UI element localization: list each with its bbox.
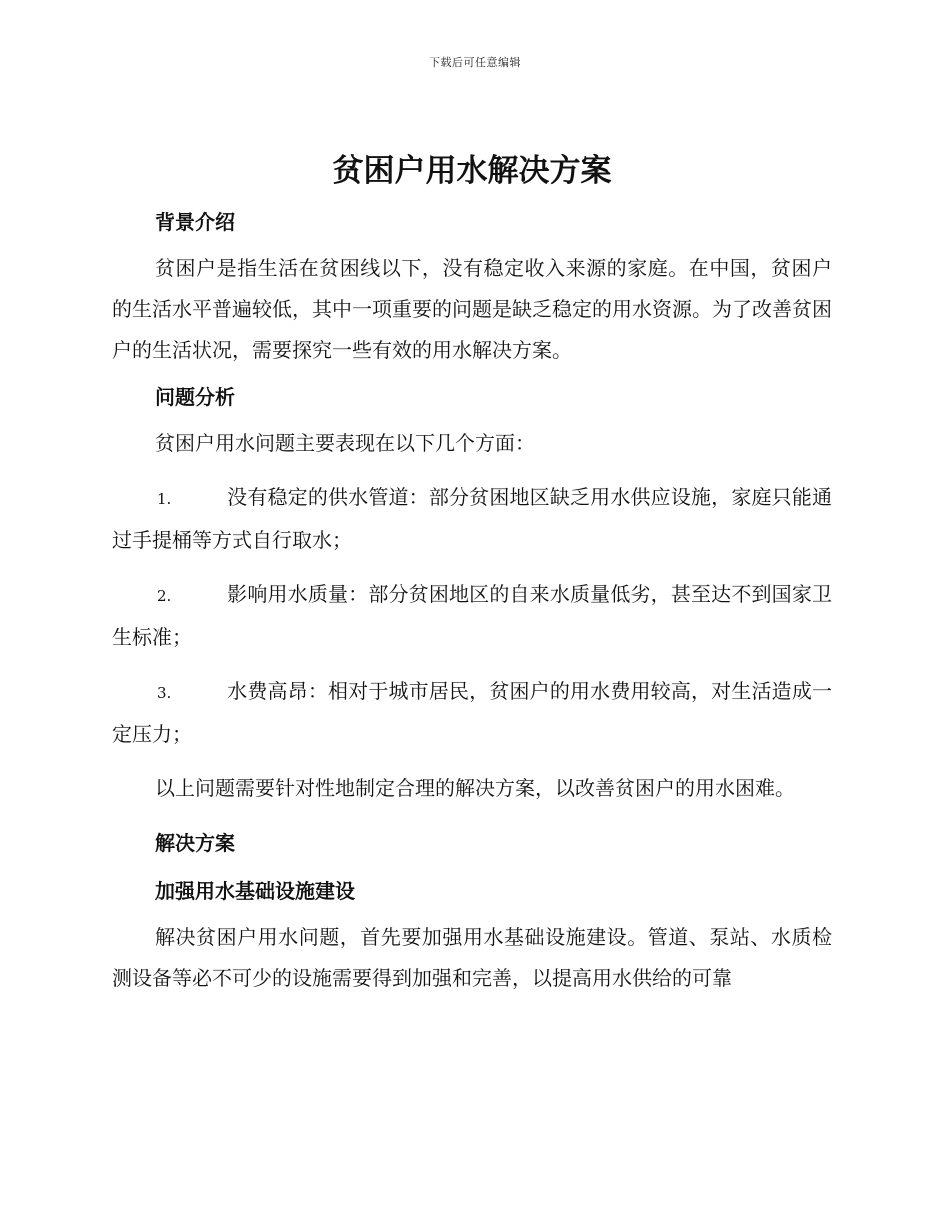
- section-heading-solution: 解决方案: [155, 831, 235, 856]
- list-item-text: 水费高昂：相对于城市居民，贫困户的用水费用较高，对生活造成一定压力；: [112, 679, 832, 747]
- analysis-conclusion: 以上问题需要针对性地制定合理的解决方案，以改善贫困户的用水困难。: [155, 776, 795, 801]
- background-paragraph: 贫困户是指生活在贫困线以下，没有稳定收入来源的家庭。在中国，贫困户的生活水平普遍较低，其中一项重要的问题是缺乏稳定的用水资源。为了改善贫困户的生活状况，需要探究一些有效的用水解决方案。: [112, 256, 832, 363]
- document-content: [112, 146, 832, 999]
- document-title: 贫困户用水解决方案: [332, 153, 612, 189]
- list-number: 3.: [157, 684, 172, 703]
- analysis-item-2: [112, 574, 832, 658]
- analysis-intro: 贫困户用水问题主要表现在以下几个方面：: [155, 431, 535, 456]
- list-number: 2.: [157, 587, 172, 606]
- section-heading-analysis: 问题分析: [155, 385, 235, 410]
- list-item-text: 影响用水质量：部分贫困地区的自来水质量低劣，甚至达不到国家卫生标准；: [112, 582, 832, 650]
- solution-paragraph: 解决贫困户用水问题，首先要加强用水基础设施建设。管道、泵站、水质检测设备等必不可少的设施需要得到加强和完善，以提高用水供给的可靠: [112, 925, 832, 991]
- analysis-item-3: [112, 671, 832, 755]
- list-item-text: 没有稳定的供水管道：部分贫困地区缺乏用水供应设施，家庭只能通过手提桶等方式自行取水；: [112, 485, 832, 553]
- list-number: 1.: [157, 490, 172, 509]
- header-note: 下载后可任意编辑: [429, 56, 521, 69]
- section-heading-background: 背景介绍: [155, 210, 235, 235]
- subsection-heading-infrastructure: 加强用水基础设施建设: [155, 879, 355, 904]
- analysis-item-1: [112, 477, 832, 561]
